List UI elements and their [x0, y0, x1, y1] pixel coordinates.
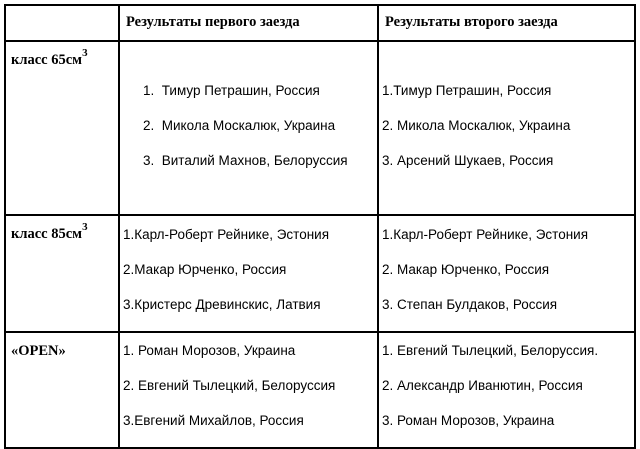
- result-item: 3.Евгений Михайлов, Россия: [123, 413, 304, 428]
- run1-cell-65: [119, 41, 378, 215]
- result-item: 2. Макар Юрченко, Россия: [382, 262, 550, 277]
- run1-cell-85: [119, 215, 378, 332]
- class-label: класс 65см: [11, 52, 83, 68]
- result-item: 2. Евгений Тылецкий, Белоруссия: [123, 378, 336, 393]
- class-cell-85: [5, 215, 119, 332]
- result-item: 1.Тимур Петрашин, Россия: [382, 83, 552, 98]
- result-item: 1. Роман Морозов, Украина: [123, 343, 296, 358]
- result-item: 3. Виталий Махнов, Белоруссия: [143, 153, 348, 168]
- table-row-class-open: [5, 332, 635, 448]
- run2-cell-85: [378, 215, 635, 332]
- result-item: 1.Карл-Роберт Рейнике, Эстония: [382, 227, 589, 242]
- result-list: [379, 42, 634, 170]
- header-row: [5, 5, 635, 41]
- run2-cell-open: [378, 332, 635, 448]
- result-item: 2.Макар Юрченко, Россия: [123, 262, 287, 277]
- run2-cell-65: [378, 41, 635, 215]
- result-item: 3. Арсений Шукаев, Россия: [382, 153, 554, 168]
- result-list: [379, 333, 634, 430]
- result-item: 1.Карл-Роберт Рейнике, Эстония: [123, 227, 330, 242]
- result-item: 3. Степан Булдаков, Россия: [382, 297, 558, 312]
- class-superscript: 3: [82, 221, 88, 234]
- result-list: [120, 333, 377, 430]
- result-item: 1. Тимур Петрашин, Россия: [143, 83, 320, 98]
- header-run1: Результаты первого заезда: [119, 5, 378, 41]
- result-item: 2. Микола Москалюк, Украина: [382, 118, 571, 133]
- result-item: 3. Роман Морозов, Украина: [382, 413, 555, 428]
- results-table: [4, 4, 636, 449]
- result-item: 3.Кристерс Древинскис, Латвия: [123, 297, 321, 312]
- table-row-class-65: [5, 41, 635, 215]
- run1-cell-open: [119, 332, 378, 448]
- header-empty-cell: [5, 5, 119, 41]
- result-list: [120, 42, 377, 170]
- header-run2: Результаты второго заезда: [378, 5, 635, 41]
- result-item: 2. Микола Москалюк, Украина: [143, 118, 336, 133]
- class-label: «OPEN»: [11, 343, 66, 359]
- class-cell-open: [5, 332, 119, 448]
- result-item: 1. Евгений Тылецкий, Белоруссия.: [382, 343, 599, 358]
- class-cell-65: [5, 41, 119, 215]
- class-label: класс 85см: [11, 226, 83, 242]
- class-superscript: 3: [82, 47, 88, 60]
- result-list: [379, 216, 634, 314]
- result-list: [120, 216, 377, 314]
- result-item: 2. Александр Иванютин, Россия: [382, 378, 583, 393]
- table-row-class-85: [5, 215, 635, 332]
